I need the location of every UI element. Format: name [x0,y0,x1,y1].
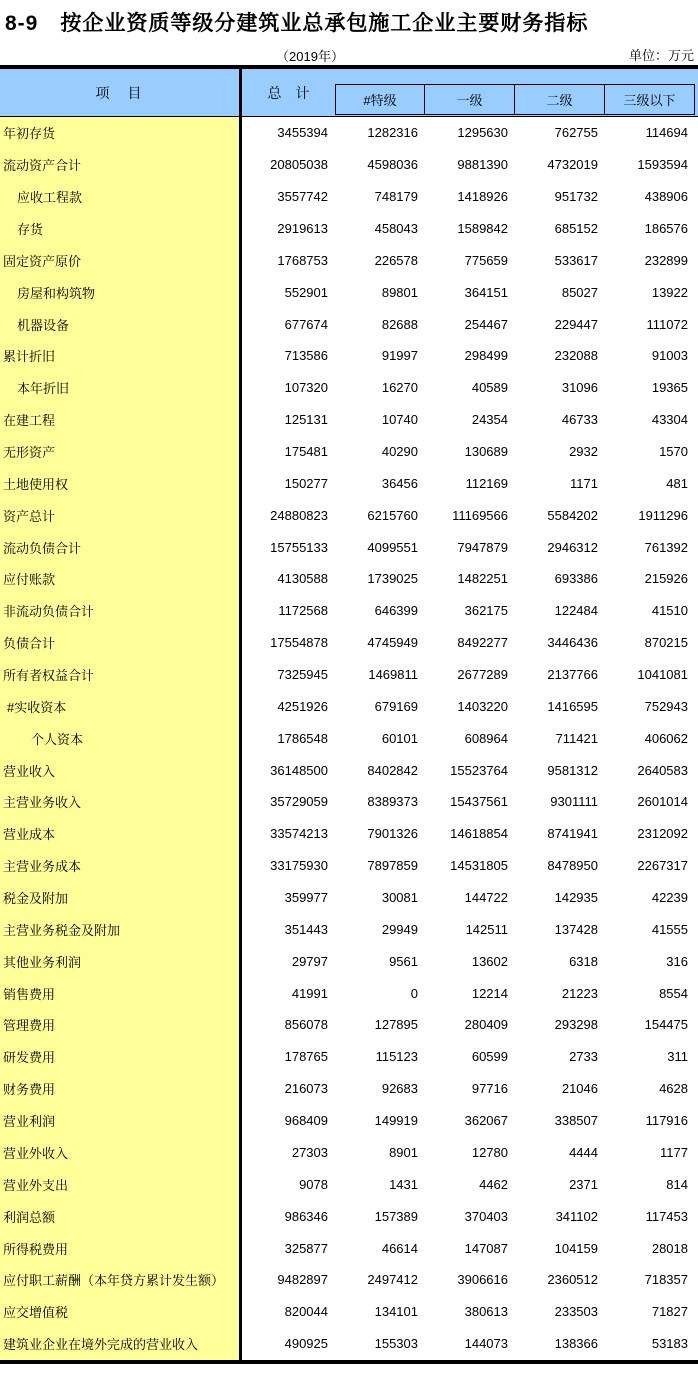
value-cell: 856078 [284,1017,328,1033]
value-cell: 775659 [464,252,508,268]
value-cell: 8554 [659,985,688,1001]
row-label: 流动资产合计 [0,149,242,181]
table-row [0,563,698,595]
table-row [0,149,698,181]
row-label: 负债合计 [0,627,242,659]
value-cell: 36148500 [270,762,328,778]
value-cell: 552901 [284,284,328,300]
value-cell: 1570 [659,444,688,460]
value-cell: 362067 [464,1113,508,1129]
table-row [0,850,698,882]
table-row [0,372,698,404]
table-row [0,181,698,213]
column-header-grade-2: 二级 [515,84,605,115]
row-label: 其他业务利润 [0,945,242,977]
value-cell: 9301111 [550,794,598,810]
value-cell: 364151 [464,284,508,300]
value-cell: 149919 [374,1113,418,1129]
value-cell: 9581312 [547,762,598,778]
value-cell: 114694 [645,125,688,141]
value-cell: 280409 [464,1017,508,1033]
value-cell: 1172568 [278,603,328,619]
value-cell: 216073 [284,1081,328,1097]
value-cell: 762755 [554,125,598,141]
row-label: 本年折旧 [0,372,242,404]
table-row [0,117,698,149]
value-cell: 147087 [464,1240,508,1256]
value-cell: 9881390 [457,157,508,173]
value-cell: 718357 [644,1272,688,1288]
value-cell: 14618854 [450,826,508,842]
value-cell: 53183 [651,1336,688,1352]
value-cell: 13602 [471,953,508,969]
value-cell: 1171 [570,475,598,491]
value-cell: 12780 [471,1144,508,1160]
value-cell: 677674 [284,316,328,332]
value-cell: 298499 [464,348,508,364]
value-cell: 2267317 [637,858,688,874]
value-cell: 3906616 [457,1272,508,1288]
value-cell: 232088 [554,348,598,364]
table-row [0,1328,698,1360]
column-header-total: 总 计 [267,84,310,101]
row-label: 销售费用 [0,977,242,1009]
table-row [0,1200,698,1232]
row-label: 应收工程款 [0,181,242,213]
table-row [0,308,698,340]
row-label: 主营业务收入 [0,786,242,818]
value-cell: 951732 [554,189,598,205]
value-cell: 7901326 [367,826,418,842]
value-cell: 111072 [646,316,688,332]
value-cell: 20805038 [270,157,328,173]
value-cell: 40290 [381,444,418,460]
value-cell: 14531805 [450,858,508,874]
row-label: 存货 [0,213,242,245]
row-label: 应付职工薪酬（本年贷方累计发生额） [0,1264,242,1296]
table-row [0,627,698,659]
row-label: 利润总额 [0,1200,242,1232]
value-cell: 2733 [569,1049,598,1065]
table-row [0,690,698,722]
value-cell: 91003 [651,348,688,364]
value-cell: 3455394 [277,125,328,141]
value-cell: 711421 [555,730,598,746]
value-cell: 154475 [644,1017,688,1033]
row-label: 主营业务成本 [0,850,242,882]
value-cell: 186576 [644,221,688,236]
value-cell: 2677289 [457,667,508,683]
row-label: 建筑业企业在境外完成的营业收入 [0,1328,242,1360]
row-label: 机器设备 [0,308,242,340]
value-cell: 144073 [464,1336,508,1352]
value-cell: 2601014 [637,794,688,810]
table-row [0,1168,698,1200]
table-row [0,1105,698,1137]
value-cell: 293298 [554,1017,598,1033]
table-row [0,595,698,627]
value-cell: 646399 [374,603,418,619]
row-label: 研发费用 [0,1041,242,1073]
value-cell: 89801 [381,284,418,300]
value-cell: 127895 [374,1017,418,1033]
row-label: 固定资产原价 [0,244,242,276]
table-row [0,1137,698,1169]
value-cell: 21223 [561,985,598,1001]
value-cell: 15523764 [450,762,508,778]
table-row [0,340,698,372]
value-cell: 341102 [555,1208,598,1224]
value-cell: 1593594 [637,157,688,173]
value-cell: 40589 [471,380,508,396]
value-cell: 43304 [651,412,688,428]
row-label: 资产总计 [0,499,242,531]
value-cell: 458043 [374,221,418,236]
value-cell: 1911296 [638,507,688,523]
table-row [0,467,698,499]
value-cell: 1295630 [457,125,508,141]
value-cell: 752943 [644,698,688,714]
value-cell: 679169 [374,698,418,714]
value-cell: 406062 [644,730,688,746]
row-label: 所有者权益合计 [0,659,242,691]
value-cell: 41510 [651,603,688,619]
value-cell: 215926 [644,571,688,587]
value-cell: 351443 [284,921,328,937]
value-cell: 117916 [645,1113,688,1129]
value-cell: 104159 [554,1240,598,1256]
value-cell: 157389 [374,1208,418,1224]
value-cell: 4444 [569,1144,598,1160]
value-cell: 693386 [554,571,598,587]
value-cell: 5584202 [547,507,598,523]
value-cell: 814 [666,1176,688,1192]
row-label: 累计折旧 [0,340,242,372]
unit-label: 单位：万元 [628,48,694,63]
value-cell: 35729059 [270,794,328,810]
value-cell: 12214 [471,985,508,1001]
row-label: 年初存货 [0,117,242,149]
table-row [0,1296,698,1328]
value-cell: 533617 [554,252,598,268]
value-cell: 8741941 [547,826,598,842]
table-row [0,276,698,308]
table-row [0,499,698,531]
value-cell: 0 [410,985,418,1001]
table-row [0,531,698,563]
value-cell: 13922 [651,284,688,300]
value-cell: 1416595 [547,698,598,714]
table-row [0,977,698,1009]
value-cell: 870215 [644,635,688,651]
value-cell: 8389373 [367,794,418,810]
value-cell: 968409 [284,1113,328,1129]
value-cell: 92683 [381,1081,418,1097]
table-row [0,1009,698,1041]
value-cell: 1482251 [457,571,508,587]
value-cell: 85027 [561,284,598,300]
value-cell: 82688 [381,316,418,332]
row-label: 房屋和构筑物 [0,276,242,308]
table-row [0,659,698,691]
value-cell: 229447 [554,316,598,332]
value-cell: 2946312 [547,539,598,555]
meta-row [0,37,698,65]
value-cell: 490925 [284,1336,328,1352]
value-cell: 359977 [284,890,328,906]
value-cell: 2919613 [277,221,328,236]
value-cell: 2312092 [637,826,688,842]
value-cell: 31096 [561,380,598,396]
row-label: 管理费用 [0,1009,242,1041]
table-row [0,913,698,945]
table-row [0,722,698,754]
value-cell: 107320 [284,380,328,396]
value-cell: 233503 [554,1304,598,1320]
value-cell: 46733 [561,412,598,428]
value-cell: 820044 [284,1304,328,1320]
table-row [0,786,698,818]
table-header [0,69,698,117]
value-cell: 748179 [374,189,418,205]
value-cell: 21046 [561,1081,598,1097]
value-cell: 9078 [299,1176,328,1192]
row-label: 个人资本 [0,722,242,754]
value-cell: 2360512 [547,1272,598,1288]
value-cell: 15755133 [270,539,328,555]
row-label: 应交增值税 [0,1296,242,1328]
value-cell: 41991 [291,985,328,1001]
value-cell: 2137766 [547,667,598,683]
value-cell: 29797 [291,953,328,969]
row-label: 营业成本 [0,818,242,850]
value-cell: 112169 [465,475,508,491]
value-cell: 370403 [464,1208,508,1224]
row-label: 无形资产 [0,436,242,468]
value-cell: 122484 [554,603,598,619]
value-cell: 761392 [644,539,688,555]
value-cell: 142935 [554,890,598,906]
table-row [0,213,698,245]
value-cell: 175481 [284,444,328,460]
value-cell: 155303 [374,1336,418,1352]
value-cell: 60599 [471,1049,508,1065]
value-cell: 2371 [569,1176,598,1192]
value-cell: 4628 [659,1081,688,1097]
table-row [0,1041,698,1073]
row-label: 应付账款 [0,563,242,595]
row-label: 土地使用权 [0,467,242,499]
value-cell: 9561 [389,953,418,969]
value-cell: 6318 [569,953,598,969]
value-cell: 1282316 [367,125,418,141]
value-cell: 232899 [644,252,688,268]
table-row [0,1232,698,1264]
table-row [0,818,698,850]
value-cell: 142511 [465,921,508,937]
value-cell: 1177 [660,1144,688,1160]
value-cell: 1469811 [368,667,418,683]
row-label: 税金及附加 [0,882,242,914]
value-cell: 33175930 [270,858,328,874]
row-label: 主营业务税金及附加 [0,913,242,945]
value-cell: 1786548 [277,730,328,746]
value-cell: 4099551 [367,539,418,555]
value-cell: 325877 [284,1240,328,1256]
table-row [0,945,698,977]
value-cell: 17554878 [270,635,328,651]
value-cell: 3446436 [547,635,598,651]
value-cell: 7947879 [457,539,508,555]
value-cell: 1418926 [457,189,508,205]
value-cell: 4732019 [547,157,598,173]
value-cell: 29949 [381,921,418,937]
value-cell: 117453 [645,1208,688,1224]
value-cell: 137428 [554,921,598,937]
value-cell: 7325945 [277,667,328,683]
value-cell: 33574213 [270,826,328,842]
table-row [0,1264,698,1296]
value-cell: 8478950 [547,858,598,874]
value-cell: 138366 [554,1336,598,1352]
value-cell: 713586 [284,348,328,364]
column-header-grade-special: #特级 [335,84,425,115]
value-cell: 362175 [464,603,508,619]
value-cell: 1739025 [367,571,418,587]
value-cell: 130689 [464,444,508,460]
value-cell: 46614 [381,1240,418,1256]
value-cell: 1589842 [457,221,508,236]
value-cell: 15437561 [450,794,508,810]
value-cell: 27303 [291,1144,328,1160]
value-cell: 986346 [284,1208,328,1224]
table-row [0,436,698,468]
value-cell: 115123 [375,1049,418,1065]
table-year-subtitle: （2019年） [276,49,344,64]
table-row [0,754,698,786]
value-cell: 36456 [381,475,418,491]
table-row [0,244,698,276]
value-cell: 1768753 [277,252,328,268]
value-cell: 16270 [381,380,418,396]
row-label: 营业外收入 [0,1137,242,1169]
row-label: #实收资本 [0,690,242,722]
value-cell: 481 [666,475,688,491]
value-cell: 42239 [651,890,688,906]
value-cell: 24880823 [270,507,328,523]
value-cell: 685152 [554,221,598,236]
value-cell: 1041081 [637,667,688,683]
value-cell: 71827 [651,1304,688,1320]
value-cell: 380613 [464,1304,508,1320]
value-cell: 60101 [381,730,418,746]
value-cell: 1403220 [457,698,508,714]
value-cell: 97716 [471,1081,508,1097]
value-cell: 4745949 [367,635,418,651]
value-cell: 608964 [464,730,508,746]
row-label: 流动负债合计 [0,531,242,563]
value-cell: 144722 [464,890,508,906]
value-cell: 9482897 [277,1272,328,1288]
value-cell: 4130588 [277,571,328,587]
column-header-grade-3below: 三级以下 [605,84,695,115]
value-cell: 4462 [479,1176,508,1192]
value-cell: 1431 [389,1176,418,1192]
row-label: 营业收入 [0,754,242,786]
value-cell: 438906 [644,189,688,205]
value-cell: 28018 [651,1240,688,1256]
value-cell: 311 [667,1049,688,1065]
column-header-item: 项 目 [0,69,242,116]
value-cell: 41555 [651,921,688,937]
table-row [0,1073,698,1105]
row-label: 在建工程 [0,404,242,436]
row-label: 营业外支出 [0,1168,242,1200]
value-cell: 134101 [374,1304,418,1320]
row-label: 非流动负债合计 [0,595,242,627]
value-cell: 30081 [381,890,418,906]
value-cell: 4251926 [277,698,328,714]
value-cell: 226578 [374,252,418,268]
value-cell: 125131 [284,412,328,428]
page-title: 8-9 按企业资质等级分建筑业总承包施工企业主要财务指标 [5,12,589,35]
value-cell: 3557742 [277,189,328,205]
value-cell: 24354 [471,412,508,428]
financial-indicators-table [0,65,698,1364]
value-cell: 150277 [284,475,328,491]
value-cell: 19365 [651,380,688,396]
value-cell: 6215760 [367,507,418,523]
row-label: 所得税费用 [0,1232,242,1264]
value-cell: 10740 [381,412,418,428]
value-cell: 8492277 [457,635,508,651]
column-header-grade-1: 一级 [425,84,515,115]
row-label: 财务费用 [0,1073,242,1105]
value-cell: 2932 [569,444,598,460]
grade-column-headers [335,69,695,116]
table-row [0,882,698,914]
table-body [0,117,698,1360]
value-cell: 254467 [464,316,508,332]
value-cell: 316 [666,953,688,969]
value-cell: 338507 [554,1113,598,1129]
value-cell: 91997 [381,348,418,364]
value-cell: 2497412 [367,1272,418,1288]
row-label: 营业利润 [0,1105,242,1137]
value-cell: 2640583 [637,762,688,778]
value-cell: 11169566 [452,507,508,523]
value-cell: 8901 [389,1144,418,1160]
value-cell: 7897859 [367,858,418,874]
value-cell: 178765 [284,1049,328,1065]
table-row [0,404,698,436]
value-cell: 8402842 [367,762,418,778]
value-cell: 4598036 [367,157,418,173]
